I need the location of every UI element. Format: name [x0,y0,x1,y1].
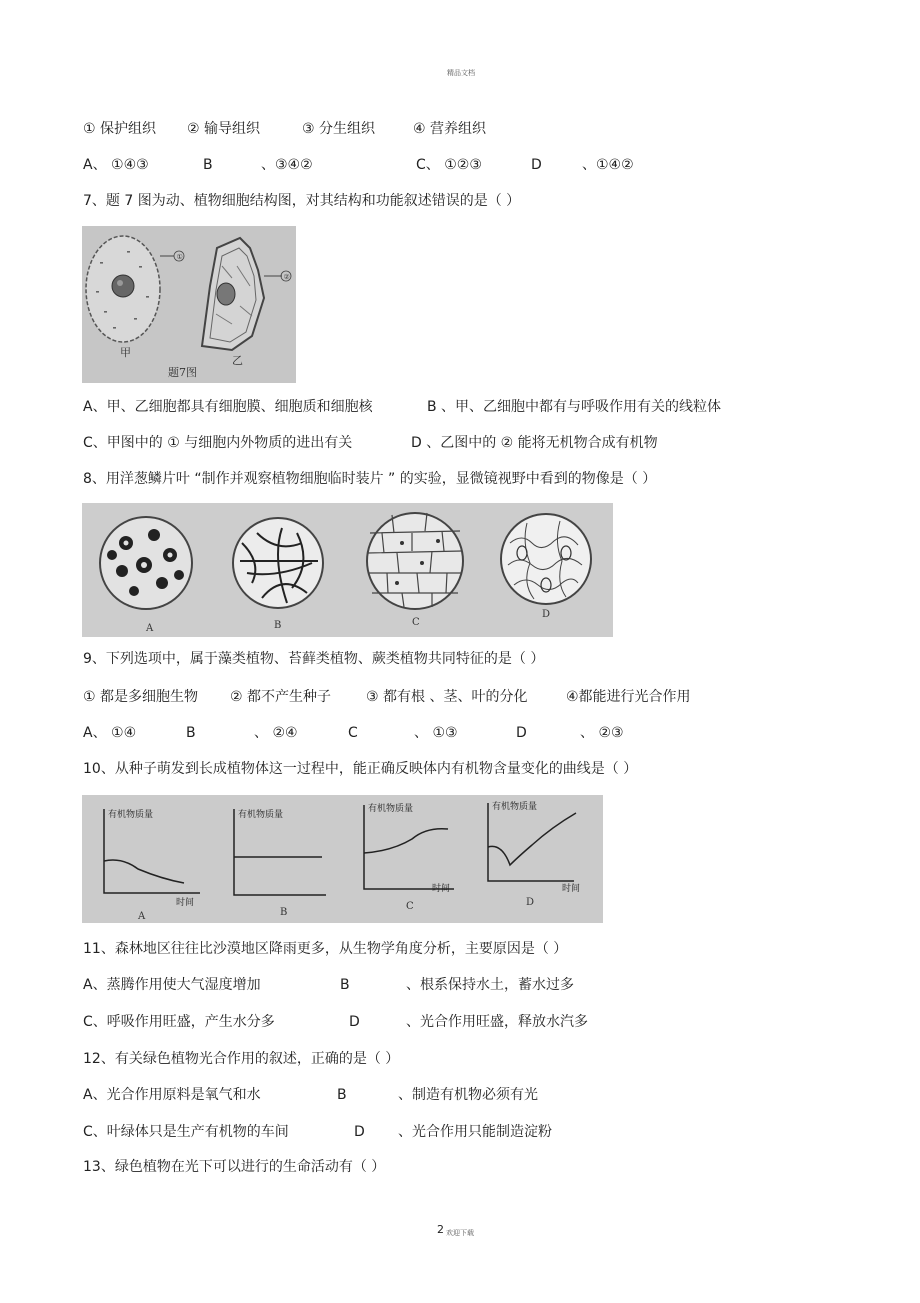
q6-item-1: ① 保护组织 [83,121,157,137]
q10-label-a: A [138,911,146,922]
q6-option-c: C、 ①②③ [416,157,482,173]
q11-option-b-text: 、根系保持水土，蓄水过多 [406,977,574,993]
q10-label-b: B [280,907,288,918]
q10-xlabel-d: 时间 [562,884,581,894]
q7-caption: 题7图 [168,366,197,379]
footer-page-number: 2 [437,1223,444,1236]
q10-ylabel-d: 有机物质量 [492,802,538,812]
q9-item-1: ① 都是多细胞生物 [83,689,199,705]
q10-ylabel-a: 有机物质量 [108,810,154,820]
q11-option-a: A、蒸腾作用使大气湿度增加 [83,977,261,993]
q6-option-a: A、 ①④③ [83,157,149,173]
q8-label-b: B [274,620,282,631]
q12-option-d-letter: D [354,1124,365,1140]
q7-question: 7、题 7 图为动、植物细胞结构图，对其结构和功能叙述错误的是（ ） [83,193,521,209]
q11-question: 11、森林地区往往比沙漠地区降雨更多，从生物学角度分析，主要原因是（ ） [83,941,568,957]
q7-label-yi: 乙 [232,354,243,367]
q11-option-b-letter: B [340,977,350,993]
q7-figure-cells [82,226,296,383]
q9-option-d-text: 、 ②③ [580,725,624,741]
q12-question: 12、有关绿色植物光合作用的叙述，正确的是（ ） [83,1051,400,1067]
q12-option-b-letter: B [337,1087,347,1103]
q8-label-d: D [542,609,551,620]
q10-label-d: D [526,897,535,908]
q7-option-d: D 、乙图中的 ② 能将无机物合成有机物 [411,435,658,451]
q10-xlabel-c: 时间 [432,884,451,894]
q6-option-d-text: 、①④② [582,157,634,173]
q9-option-c-letter: C [348,725,358,741]
q6-option-b-letter: B [203,157,213,173]
q10-figure-curves [82,795,603,923]
q8-question: 8、用洋葱鳞片叶 “制作并观察植物细胞临时装片 ” 的实验，显微镜视野中看到的物像是（ ） [83,471,657,487]
q6-option-d-letter: D [531,157,542,173]
q12-option-b-text: 、制造有机物必须有光 [398,1087,538,1103]
footer-note: 欢迎下载 [446,1229,474,1237]
q10-ylabel-c: 有机物质量 [368,804,414,814]
q9-option-c-text: 、 ①③ [414,725,458,741]
q10-label-c: C [406,901,414,912]
q7-option-c: C、甲图中的 ① 与细胞内外物质的进出有关 [83,435,353,451]
q10-ylabel-b: 有机物质量 [238,810,284,820]
q9-option-b-text: 、 ②④ [254,725,298,741]
q8-label-c: C [412,617,420,628]
q7-mark-1: ① [176,253,183,261]
q7-label-jia: 甲 [120,346,131,359]
q12-option-c: C、叶绿体只是生产有机物的车间 [83,1124,289,1140]
q10-xlabel-a: 时间 [176,898,195,908]
q8-figure-micrographs [82,503,613,637]
q6-option-b-text: 、③④② [261,157,313,173]
q9-question: 9、下列选项中，属于藻类植物、苔藓类植物、蕨类植物共同特征的是（ ） [83,651,545,667]
q7-mark-2: ② [283,273,290,281]
q10-question: 10、从种子萌发到长成植物体这一过程中，能正确反映体内有机物含量变化的曲线是（ ） [83,761,638,777]
q11-option-d-text: 、光合作用旺盛，释放水汽多 [406,1014,588,1030]
q13-question: 13、绿色植物在光下可以进行的生命活动有（ ） [83,1159,386,1175]
q7-option-a: A、甲、乙细胞都具有细胞膜、细胞质和细胞核 [83,399,373,415]
q9-option-d-letter: D [516,725,527,741]
q6-item-4: ④ 营养组织 [413,121,487,137]
q9-option-a: A、 ①④ [83,725,137,741]
q9-option-b-letter: B [186,725,196,741]
q11-option-c: C、呼吸作用旺盛，产生水分多 [83,1014,275,1030]
q11-option-d-letter: D [349,1014,360,1030]
q6-item-2: ② 输导组织 [187,121,261,137]
header-title: 精品文档 [447,69,475,77]
q12-option-a: A、光合作用原料是氧气和水 [83,1087,261,1103]
q7-option-b: B 、甲、乙细胞中都有与呼吸作用有关的线粒体 [427,399,722,415]
q12-option-d-text: 、光合作用只能制造淀粉 [398,1124,552,1140]
q9-item-3: ③ 都有根 、茎、叶的分化 [366,689,528,705]
q9-item-4: ④都能进行光合作用 [566,689,691,705]
q9-item-2: ② 都不产生种子 [230,689,332,705]
q8-label-a: A [146,623,154,634]
q6-item-3: ③ 分生组织 [302,121,376,137]
